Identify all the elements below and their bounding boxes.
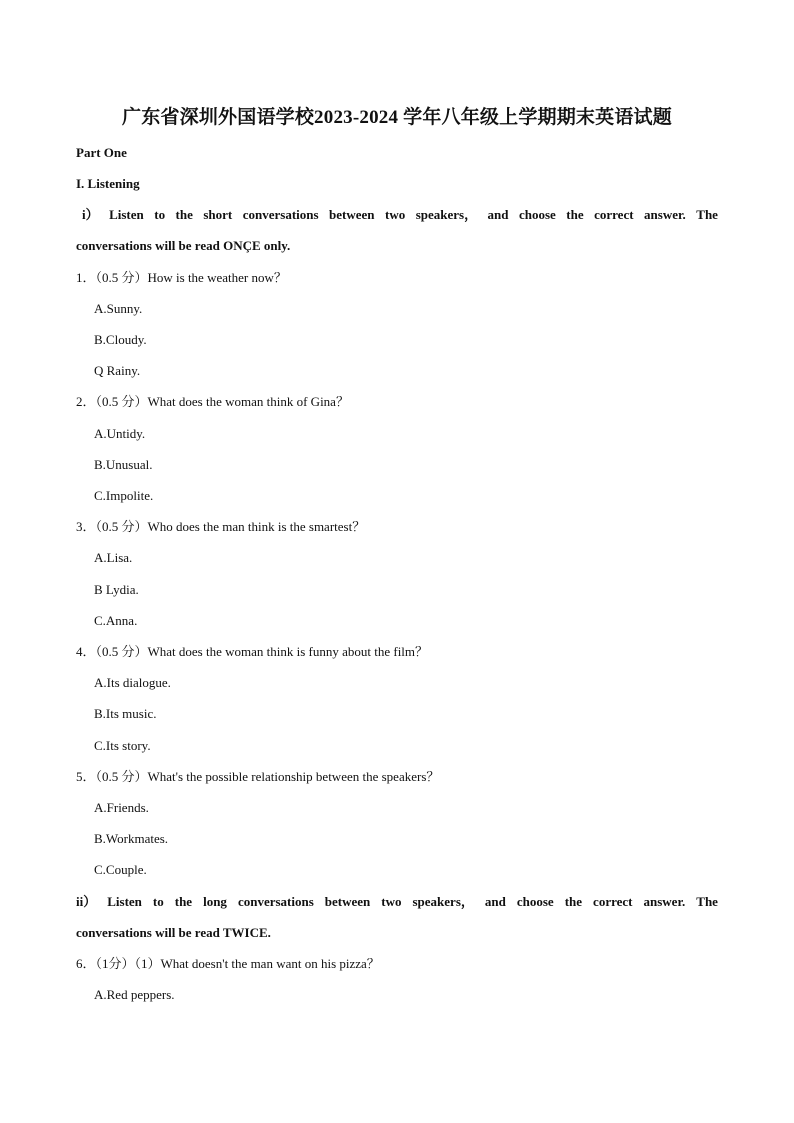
question-2-option-b: B.Unusual. — [94, 457, 153, 472]
question-5-option-c: C.Couple. — [94, 862, 147, 877]
instruction-word: The — [696, 894, 718, 909]
instruction-word: between — [329, 207, 375, 222]
instruction-word: the — [175, 207, 193, 222]
instruction-word: conversations — [242, 207, 319, 222]
instruction-word: answer. — [644, 207, 686, 222]
instruction-word: correct — [594, 207, 634, 222]
instruction-i-line1 — [82, 207, 718, 223]
instruction-word: the — [174, 894, 193, 909]
question-5-option-a: A.Friends. — [94, 800, 149, 815]
question-1-option-c: Q Rainy. — [94, 363, 141, 378]
instruction-word: correct — [593, 894, 633, 909]
page-title: 广东省深圳外国语学校2023-2024 学年八年级上学期期末英语试题 — [122, 107, 672, 128]
instruction-word: to — [152, 894, 164, 909]
instruction-word: choose — [516, 894, 554, 909]
instruction-word: choose — [518, 207, 556, 222]
question-6-option-a: A.Red peppers. — [94, 987, 175, 1002]
instruction-word: conversations — [237, 894, 314, 909]
question-5-option-b: B.Workmates. — [94, 831, 169, 846]
instruction-word: ii） — [76, 894, 97, 909]
question-4-option-c: C.Its story. — [94, 738, 151, 753]
question-4-stem: 4．（0.5 分）What does the woman think is funny about the film？ — [76, 644, 429, 659]
question-2-option-c: C.Impolite. — [94, 488, 154, 503]
instruction-word: answer. — [643, 894, 686, 909]
instruction-ii-line2: conversations will be read TWICE. — [76, 925, 271, 940]
instruction-word: The — [696, 207, 718, 222]
instruction-ii-line1 — [76, 894, 718, 910]
instruction-word: speakers， — [412, 894, 474, 909]
question-4-option-a: A.Its dialogue. — [94, 675, 171, 690]
instruction-word: i） — [82, 207, 99, 222]
instruction-word: the — [566, 207, 584, 222]
question-3-stem: 3．（0.5 分）Who does the man think is the smartest？ — [76, 519, 366, 534]
instruction-word: and — [484, 894, 506, 909]
instruction-word: two — [385, 207, 406, 222]
question-3-option-b: B Lydia. — [94, 582, 139, 597]
instruction-word: short — [203, 207, 233, 222]
instruction-word: long — [203, 894, 227, 909]
instruction-word: and — [487, 207, 509, 222]
section-heading: I. Listening — [76, 176, 140, 191]
question-2-option-a: A.Untidy. — [94, 426, 146, 441]
question-2-stem: 2．（0.5 分）What does the woman think of Gina？ — [76, 394, 349, 409]
question-1-stem: 1．（0.5 分）How is the weather now？ — [76, 270, 287, 285]
instruction-word: the — [564, 894, 583, 909]
instruction-word: Listen — [107, 894, 142, 909]
part-heading: Part One — [76, 145, 127, 160]
question-5-stem: 5．（0.5 分）What's the possible relationship between the speakers？ — [76, 769, 440, 784]
instruction-word: Listen — [109, 207, 144, 222]
question-6-stem: 6．（1分）（1）What doesn't the man want on his pizza？ — [76, 956, 380, 971]
instruction-word: speakers， — [415, 207, 478, 222]
question-1-option-a: A.Sunny. — [94, 301, 143, 316]
instruction-word: two — [381, 894, 402, 909]
question-3-option-c: C.Anna. — [94, 613, 138, 628]
question-3-option-a: A.Lisa. — [94, 550, 133, 565]
instruction-word: between — [324, 894, 371, 909]
instruction-i-line2: conversations will be read ONÇE only. — [76, 238, 291, 253]
question-1-option-b: B.Cloudy. — [94, 332, 147, 347]
instruction-word: to — [154, 207, 166, 222]
question-4-option-b: B.Its music. — [94, 706, 157, 721]
